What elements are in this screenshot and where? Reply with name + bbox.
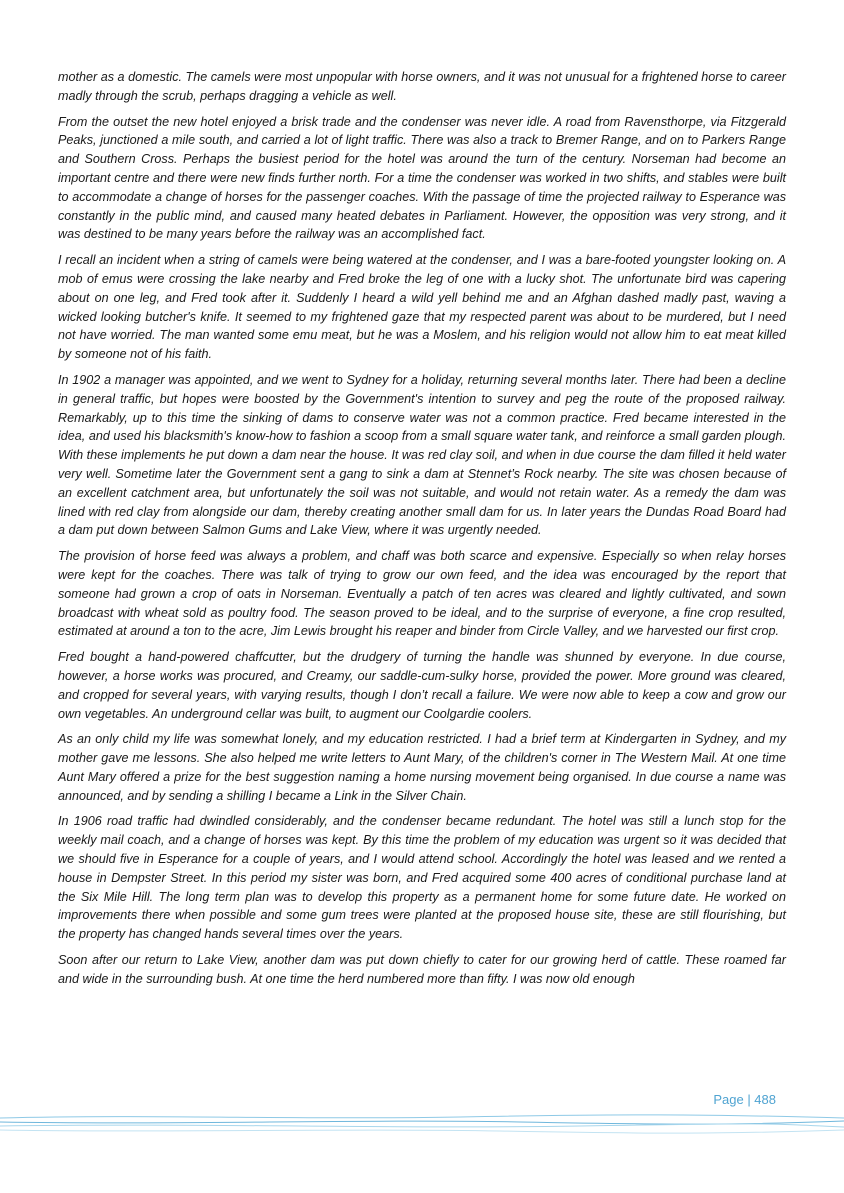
- paragraph-2: From the outset the new hotel enjoyed a brisk trade and the condenser was never idle. A road from Ravensthorpe, via Fitzgerald Peaks, junctioned a mile south, and carried a lot of light traffic. There was also a track to Bremer Range, and on to Parkers Range and Southern Cross. Perhaps the busiest period for the hotel was around the turn of the century. Norseman had become an important centre and there were new finds further north. For a time the condenser was worked in two shifts, and stables were built to accommodate a change of horses for the passenger coaches. With the passage of time the projected railway to Esperance was constantly in the public mind, and caused many heated debates in Parliament. However, the opposition was very strong, and it was destined to be many years before the railway was an accomplished fact.: [58, 114, 786, 242]
- paragraph-3: I recall an incident when a string of camels were being watered at the condenser, and I was a bare-footed youngster looking on. A mob of emus were crossing the lake nearby and Fred broke the leg of one with a lucky shot. The unfortunate bird was capering about on one leg, and Fred took after it. Suddenly I heard a wild yell behind me and an Afghan dashed madly past, waving a wicked looking butcher's knife. It seemed to my frightened gaze that my respected parent was about to be murdered, but I need not have worried. The man wanted some emu meat, but he was a Moslem, and his religion would not allow him to eat meat killed by someone not of his faith.: [58, 253, 786, 362]
- paragraph-6: Fred bought a hand-powered chaffcutter, but the drudgery of turning the handle was shunned by everyone. In due course, however, a horse works was procured, and Creamy, our saddle-cum-sulky horse, provided the power. More ground was cleared, and cropped for several years, with varying results, though I don’t recall a failure. We were now able to keep a cow and grow our own vegetables. An underground cellar was built, to augment our Coolgardie coolers.: [58, 650, 786, 721]
- page-number: Page | 488: [713, 1092, 776, 1107]
- footer-wave-line-3: [0, 1124, 844, 1127]
- footer-wave-line-1: [0, 1115, 844, 1118]
- paragraph-1: mother as a domestic. The camels were most unpopular with horse owners, and it was not unusual for a frightened horse to career madly through the scrub, perhaps dragging a vehicle as well.: [58, 70, 786, 103]
- body-text: [58, 68, 786, 996]
- paragraph-4: In 1902 a manager was appointed, and we went to Sydney for a holiday, returning several months later. There had been a decline in general traffic, but hopes were boosted by the Government's intention to survey and peg the route of the proposed railway. Remarkably, up to this time the sinking of dams to conserve water was not a common practice. Fred became interested in the idea, and used his blacksmith's know-how to fashion a scoop from a small square water tank, and reinforce a small garden plough. With these implements he put down a dam near the house. It was red clay soil, and when in due course the dam filled it held water very well. Sometime later the Government sent a gang to sink a dam at Stennet’s Rock nearby. The site was chosen because of an excellent catchment area, but unfortunately the soil was not suitable, and would not retain water. As a remedy the dam was lined with red clay from alongside our dam, thereby creating another small dam for us. In later years the Dundas Road Board had a dam put down between Salmon Gums and Lake View, where it was urgently needed.: [58, 372, 786, 538]
- paragraph-5: The provision of horse feed was always a problem, and chaff was both scarce and expensive. Especially so when relay horses were kept for the coaches. There was talk of trying to grow our own feed, and the idea was encouraged by the report that someone had grown a crop of oats in Norseman. Eventually a patch of ten acres was cleared and lightly cultivated, and sown broadcast with wheat sold as poultry food. The season proved to be ideal, and to the surprise of everyone, a fine crop resulted, estimated at around a ton to the acre, Jim Lewis brought his reaper and binder from Circle Valley, and we harvested our first crop.: [58, 549, 786, 639]
- paragraph-7: As an only child my life was somewhat lonely, and my education restricted. I had a brief term at Kindergarten in Sydney, and my mother gave me lessons. She also helped me write letters to Aunt Mary, of the children's corner in The Western Mail. At one time Aunt Mary offered a prize for the best suggestion naming a home nursing movement being organised. In due course a name was announced, and by sending a shilling I became a Link in the Silver Chain.: [58, 732, 786, 803]
- paragraph-8: In 1906 road traffic had dwindled considerably, and the condenser became redundant. The hotel was still a lunch stop for the weekly mail coach, and a change of horses was kept. By this time the problem of my education was urgent so it was decided that we should five in Esperance for a couple of years, and I would attend school. Accordingly the hotel was leased and we rented a house in Dempster Street. In this period my sister was born, and Fred acquired some 400 acres of conditional purchase land at the Six Mile Hill. The long term plan was to develop this property as a permanent home for some future date. He worked on improvements there when possible and some gum trees were planted at the proposed house site, these are still flourishing, but the property has changed hands several times over the years.: [58, 814, 786, 942]
- paragraph-9: Soon after our return to Lake View, another dam was put down chiefly to cater for our growing herd of cattle. These roamed far and wide in the surrounding bush. At one time the herd numbered more than fifty. I was now old enough: [58, 953, 786, 986]
- footer-wave-line-4: [0, 1130, 844, 1133]
- footer-wave-decoration: [0, 1110, 844, 1140]
